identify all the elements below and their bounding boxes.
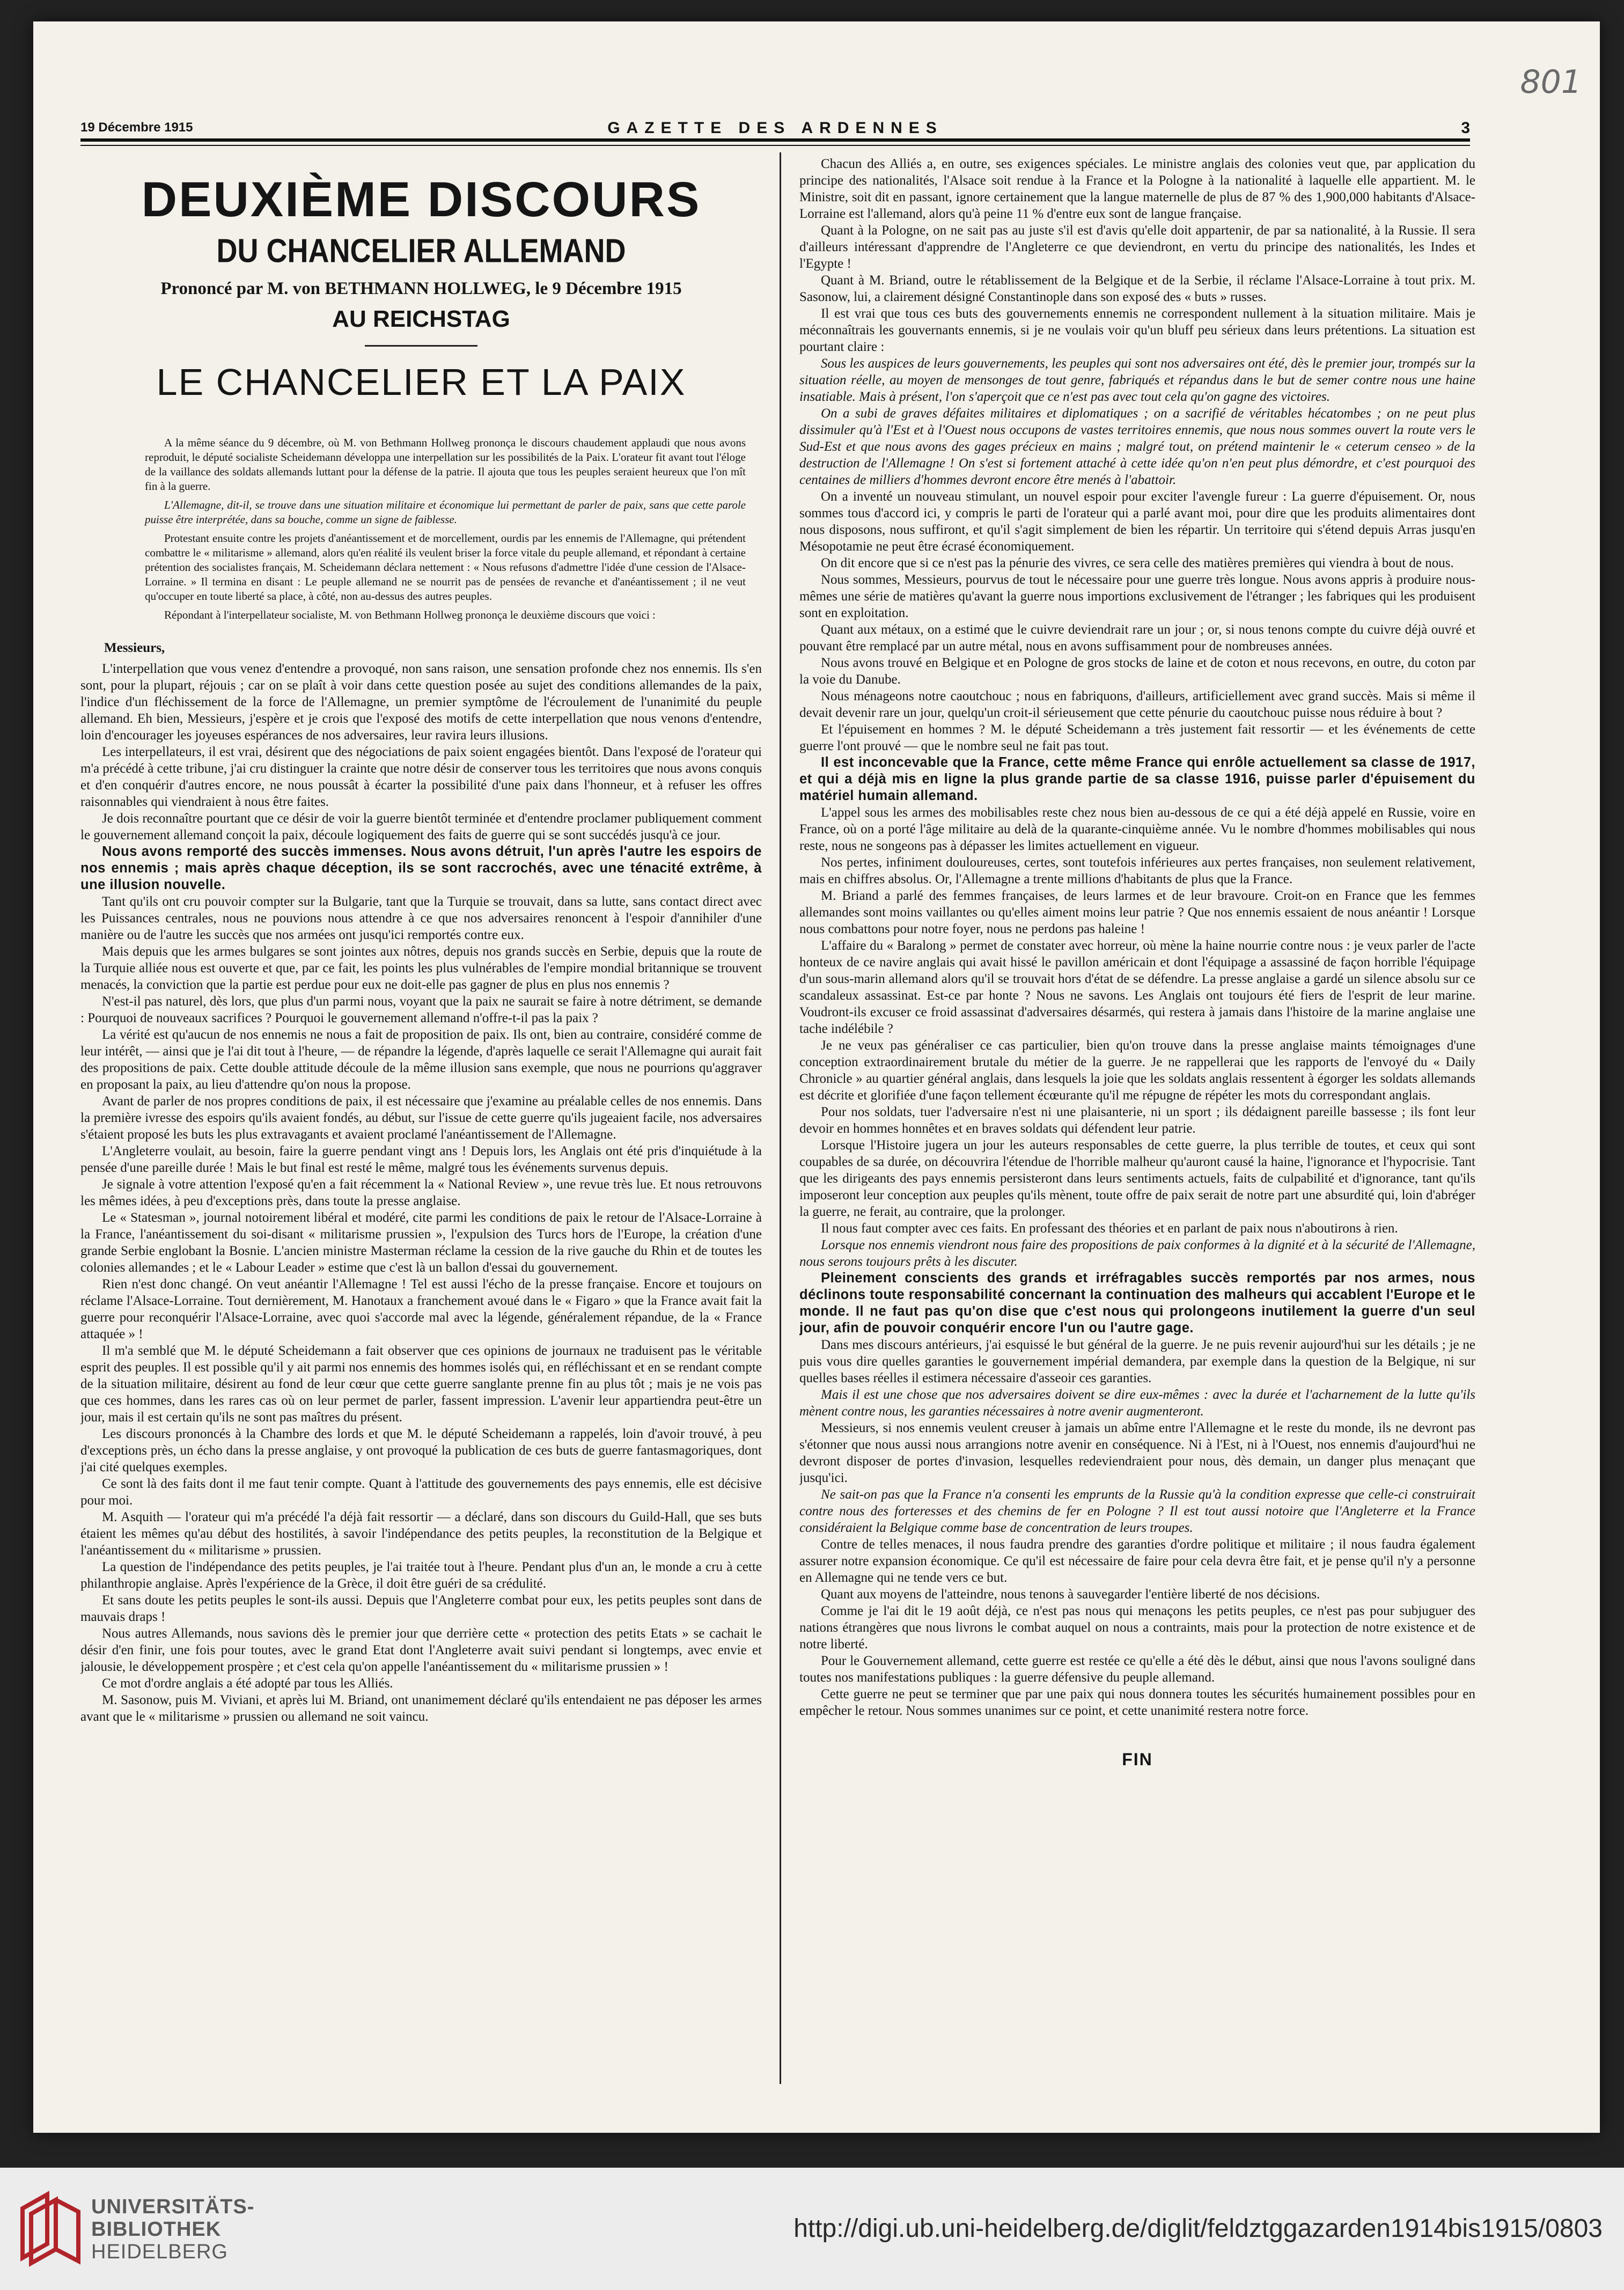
university-library-logo-icon[interactable] [15, 2187, 86, 2267]
body-paragraph: Avant de parler de nos propres conditions de paix, il est nécessaire que j'examine au préalable celles de nos ennemis. Dans la première ivresse des espoirs qu'ils avaient fondés, au début, sur l'issue de cette guerre qu'ils jugeaient facile, nos adversaires s'étaient proposé les buts les plus extravagants et avaient proclamé l'anéantissement de l'Allemagne. [80, 1094, 762, 1142]
body-paragraph: Ce mot d'ordre anglais a été adopté par tous les Alliés. [102, 1676, 393, 1691]
body-paragraph: Et l'épuisement en hommes ? M. le député Scheidemann a très justement fait ressortir — et les événements de cette guerre l'ont prouvé — que le nombre seul ne fait pas tout. [799, 722, 1475, 753]
body-paragraph: Dans mes discours antérieurs, j'ai esquissé le but général de la guerre. Je ne puis revenir aujourd'hui sur les détails ; je ne puis vous dire quelles garanties le gouvernement impérial demandera, par exemple dans la question de la Belgique, ni sur quelles bases réelles il estimera nécessaire d'asseoir ces garanties. [799, 1338, 1475, 1385]
body-paragraph: Il m'a semblé que M. le député Scheidemann a fait observer que ces opinions de journaux ne traduisent pas le véritable esprit des peuples. Il est possible qu'il y ait parmi nos ennemis des hommes isolés qui, en réfléchissant et en se rendant compte de la situation militaire, désirent au fond de leur cœur que cette guerre sanglante prenne fin au plus tôt ; mais je ne vois pas que ces hommes, dans les rares cas où on leur permet de parler, fassent impression. L'avenir leur appartiendra peut-être un jour, mais il est certain qu'ils ne sont pas maîtres du présent. [80, 1344, 762, 1425]
body-paragraph: Il est vrai que tous ces buts des gouvernements ennemis ne correspondent nullement à la situation militaire. Mais je méconnaîtrais les gouvernants ennemis, si je ne voulais voir qu'un bluff peu sérieux dans leurs prétentions. La situation est pourtant claire : [799, 306, 1475, 354]
intro-paragraph: Répondant à l'interpellateur socialiste, M. von Bethmann Hollweg prononça le deuxième discours que voici : [164, 608, 656, 621]
intro-paragraph: L'Allemagne, dit-il, se trouve dans une situation militaire et économique lui permettant de parler de paix, sans que cette parole puisse être interprétée, dans sa bouche, comme un signe de faiblesse. [145, 498, 746, 526]
section-title: LE CHANCELIER ET LA PAIX [156, 361, 686, 403]
running-head-title: GAZETTE DES ARDENNES [607, 119, 943, 137]
body-paragraph: Les discours prononcés à la Chambre des lords et que M. le député Scheidemann a rappelés, loin d'avoir trouvé, à peu d'exceptions près, un écho dans la presse anglaise, y ont provoqué la publication de ces buts de guerre fantasmagoriques, dont j'ai cité quelques exemples. [80, 1427, 762, 1474]
body-paragraph: La question de l'indépendance des petits peuples, je l'ai traitée tout à l'heure. Pendant plus d'un an, le monde a cru à cette philanthropie anglaise. Après l'expérience de la Grèce, il doit être guéri de sa crédulité. [80, 1560, 762, 1591]
intro-block [145, 436, 746, 622]
body-paragraph: Mais depuis que les armes bulgares se sont jointes aux nôtres, depuis nos grands succès en Serbie, depuis que la route de la Turquie alliée nous est ouverte et que, par ce fait, les points les plus vulnérables de l'empire mondial britannique se trouvent menacés, la conviction que la partie est perdue pour eux ne doit-elle pas gagner de plus en plus nos ennemis ? [80, 944, 762, 992]
body-paragraph: L'appel sous les armes des mobilisables reste chez nous bien au-dessous de ce qui a été déjà appelé en Russie, voire en France, où on a porté l'âge militaire au delà de la quarante-cinquième année. Vu le nombre d'hommes mobilisables qui nous reste, nous ne songeons pas à dépasser les limites actuellement en vigueur. [799, 805, 1475, 853]
body-paragraph: M. Sasonow, puis M. Viviani, et après lui M. Briand, ont unanimement déclaré qu'ils entendaient ne pas déposer les armes avant que le « militarisme » prussien ou allemand ne soit vaincu. [80, 1693, 762, 1724]
source-url-link[interactable]: http://digi.ub.uni-heidelberg.de/diglit/feldztggazarden1914bis1915/0803 [793, 2214, 1603, 2243]
body-paragraph: Rien n'est donc changé. On veut anéantir l'Allemagne ! Tel est aussi l'écho de la presse française. Encore et toujours on réclame l'Alsace-Lorraine. Tout dernièrement, M. Hanotaux a franchement avoué dans le « Figaro » que la France avait fait la guerre pour reconquérir l'Alsace-Lorraine, avec quoi s'accorde mal avec la légende, généralement répandue, de la « France attaquée » ! [80, 1277, 762, 1341]
body-paragraph: M. Asquith — l'orateur qui m'a précédé l'a déjà fait ressortir — a déclaré, dans son discours du Guild-Hall, que ses buts étaient les mêmes qu'au début des hostilités, à savoir l'indépendance des petits peuples, la reconstitution de la Belgique et l'anéantissement du « militarisme » prussien. [80, 1510, 762, 1558]
body-paragraph-emphasis: Pleinement conscients des grands et irréfragables succès remportés par nos armes, nous déclinons toute responsabilité concernant la continuation des malheurs qui accablent l'Europe et le monde. Il ne faut pas qu'on dise que c'est nous qui prolongeons inutilement la guerre d'un seul jour, afin de pouvoir conquérir encore l'un ou l'autre gage. [799, 1271, 1475, 1335]
body-paragraph: Nous autres Allemands, nous savions dès le premier jour que derrière cette « protection des petits Etats » se cachait le désir d'en finir, une fois pour toutes, avec le grand Etat dont l'Angleterre avait suivi pendant si longtemps, avec envie et jalousie, le développement prospère ; et c'est cela qu'on appelle l'anéantissement du « militarisme prussien » ! [80, 1626, 762, 1674]
headline-sub: DU CHANCELIER ALLEMAND [216, 232, 626, 270]
header-rule-thin [80, 145, 1470, 146]
body-paragraph: Messieurs, si nos ennemis veulent creuser à jamais un abîme entre l'Allemagne et le reste du monde, ils ne devront pas s'étonner que nous aussi nous arrangions notre avenir en conséquence. Ni à l'Est, ni à l'Ouest, nos ennemis d'aujourd'hui ne devront disposer de portes d'invasion, lesquelles redeviendraient pour nous, dès demain, un danger plus menaçant que jusqu'ici. [799, 1421, 1475, 1485]
body-paragraph: La vérité est qu'aucun de nos ennemis ne nous a fait de proposition de paix. Ils ont, bien au contraire, considéré comme de leur intérêt, — ainsi que je l'ai dit tout à l'heure, — de répandre la légende, d'après laquelle ce serait l'Allemagne qui aurait fait des propositions de paix. Cette double attitude découle de la même illusion sans exemple, que nous ne pourrions qu'aggraver en proposant la paix, au lieu d'attendre qu'on nous la propose. [80, 1027, 762, 1092]
column-divider [780, 152, 781, 2084]
body-paragraph: Nous ménageons notre caoutchouc ; nous en fabriquons, d'ailleurs, artificiellement avec grand succès. Mais si même il devait devenir rare un jour, quelqu'un croit-il sérieusement que cette pénurie du caoutchouc puisse nous réduire à bout ? [799, 689, 1475, 720]
headline-main: DEUXIÈME DISCOURS [141, 172, 701, 227]
body-paragraph: M. Briand a parlé des femmes françaises, de leurs larmes et de leur bravoure. Croit-on en France que les femmes allemandes sont moins vaillantes ou qu'elles aiment moins leur patrie ? Que nos ennemis essaient de nous anéantir ! Lorsque nous combattons pour notre foyer, nous ne perdons pas haleine ! [799, 889, 1475, 936]
running-head-date: 19 Décembre 1915 [80, 120, 193, 135]
running-head-page-number: 3 [1461, 119, 1470, 137]
headline-block [80, 172, 762, 403]
body-paragraph: Je signale à votre attention l'exposé qu'en a fait récemment la « National Review », une revue très lue. Et nous retrouvons les mêmes idées, à peu d'exceptions près, dans toute la presse anglaise. [80, 1177, 762, 1208]
body-paragraph: N'est-il pas naturel, dès lors, que plus d'un parmi nous, voyant que la paix ne saurait se faire à notre détriment, se demande : Pourquoi de nouveaux sacrifices ? Pourquoi le gouvernement allemand n'offre-t-il pas la paix ? [80, 994, 762, 1025]
body-paragraph: Nos pertes, infiniment douloureuses, certes, sont toutefois inférieures aux pertes françaises, non seulement relativement, mais en chiffres absolus. Or, l'Allemagne a trente millions d'habitants de plus que la France. [799, 855, 1475, 886]
body-paragraph: Il nous faut compter avec ces faits. En professant des théories et en parlant de paix nous n'aboutirons à rien. [821, 1221, 1398, 1236]
body-paragraph: Chacun des Alliés a, en outre, ses exigences spéciales. Le ministre anglais des colonies veut que, par application du principe des nationalités, l'Alsace soit rendue à la France et la Pologne à la nationalité à laquelle elle appartient. M. le Ministre, soit dit en passant, ignore certainement que la langue maternelle de plus de 87 % des 1,900,000 habitants d'Alsace-Lorraine est l'allemand, alors qu'à peine 11 % d'entre eux sont de langue française. [799, 157, 1475, 221]
body-paragraph: Ce sont là des faits dont il me faut tenir compte. Quant à l'attitude des gouvernements des pays ennemis, elle est décisive pour moi. [80, 1477, 762, 1508]
salutation: Messieurs, [104, 641, 165, 655]
right-column [799, 156, 1475, 2087]
headline-venue: AU REICHSTAG [332, 306, 510, 332]
body-paragraph-italic: Lorsque nos ennemis viendront nous faire des propositions de paix conformes à la dignité et à la sécurité de l'Allemagne, nous serons toujours prêts à les discuter. [799, 1238, 1475, 1269]
body-paragraph: L'affaire du « Baralong » permet de constater avec horreur, où mène la haine nourrie contre nous : je veux parler de l'acte honteux de ce navire anglais qui avait hissé le pavillon américain et dont l'équipage a assassiné de façon horrible l'équipage d'un sous-marin allemand alors qu'il se trouvait hors d'état de se défendre. La presse anglaise a gardé un silence absolu sur ce scandaleux assassinat. Est-ce par honte ? Nous ne savons. Les Anglais ont toujours été fiers de l'esprit de leur marine. Voudront-ils excuser ce froid assassinat d'adversaires désarmés, qui restera à jamais dans l'histoire de la marine anglaise une tache indélébile ? [799, 938, 1475, 1036]
body-paragraph: Je ne veux pas généraliser ce cas particulier, bien qu'on trouve dans la presse anglaise maints témoignages d'une conception extraordinairement brutale du métier de la guerre. Je ne rappellerai que les rapports de l'envoyé du « Daily Chronicle » au quartier général anglais, dans lesquels la joie que les soldats anglais ressentent à égorger les soldats allemands est décrite et glorifiée d'une façon tellement écœurante qu'il me répugne de répéter les mots du correspondant anglais. [799, 1038, 1475, 1103]
library-footer-bar [0, 2168, 1624, 2290]
intro-paragraph: Protestant ensuite contre les projets d'anéantissement et de morcellement, ourdis par les ennemis de l'Allemagne, qui prétendent combattre le « militarisme » allemand, alors qu'en réalité ils veulent briser la force vitale du peuple allemand, et répondant à certaine prétention des socialistes français, M. Scheidemann déclara nettement : « Nous refusons d'admettre l'idée d'une cession de l'Alsace-Lorraine. » Il termina en disant : Le peuple allemand ne se nourrit pas de pensées de revanche et d'anéantissement ; il ne veut qu'occuper en toute liberté sa place, à côté, non au-dessus des autres peuples. [145, 532, 746, 603]
body-paragraph: L'Angleterre voulait, au besoin, faire la guerre pendant vingt ans ! Depuis lors, les Anglais ont été pris d'inquiétude à la pensée d'une pareille durée ! Mais le but final est resté le même, malgré tous les événements survenus depuis. [80, 1144, 762, 1175]
pencil-folio-number: 801 [1520, 63, 1582, 101]
body-paragraph: Et sans doute les petits peuples le sont-ils aussi. Depuis que l'Angleterre combat pour eux, les petits peuples sont dans de mauvais draps ! [80, 1593, 762, 1624]
library-name-line: BIBLIOTHEK [91, 2218, 222, 2241]
body-paragraph: Lorsque l'Histoire jugera un jour les auteurs responsables de cette guerre, la plus terrible de toutes, et ceux qui sont coupables de sa durée, on découvrira l'étendue de l'horrible malheur qu'auront causé la haine, l'ignorance et l'hypocrisie. Tant que les dirigeants des pays ennemis persisteront dans leurs sentiments actuels, faits de culpabilité et d'ignorance, tant qu'ils imposeront leur conception aux peuples qu'ils mènent, toute offre de paix serait de notre part une absurdité qui, loin d'abréger la guerre, ne ferait, au contraire, que la prolonger. [799, 1138, 1475, 1219]
headline-divider [365, 345, 477, 347]
body-paragraph: On a inventé un nouveau stimulant, un nouvel espoir pour exciter l'avengle fureur : La guerre d'épuisement. Or, nous sommes tous d'accord ici, y compris le parti de l'orateur qui a parlé avant moi, pour dire que les produits alimentaires dont nous disposons, nous suffiront, et qu'il s'agit simplement de bien les répartir. Un territoire qui s'étend depuis Arras jusqu'en Mésopotamie ne peut être écrasé économiquement. [799, 489, 1475, 554]
body-paragraph: L'interpellation que vous venez d'entendre a provoqué, non sans raison, une sensation profonde chez nos ennemis. Ils s'en sont, pour la plupart, réjouis ; car on se plaît à voir dans cette question posée au sujet des conditions allemandes de la paix, l'indice d'un fléchissement de la force de l'Allemagne, un premier symptôme de l'écroulement de l'unanimité du peuple allemand. Eh bien, Messieurs, j'espère et je crois que l'exposé des motifs de cette interpellation que nous venons d'entendre, loin d'encourager les joyeuses espérances de nos adversaires, leur ravira leurs illusions. [80, 662, 762, 743]
body-paragraph: On dit encore que si ce n'est pas la pénurie des vivres, ce sera celle des matières premières qui viendra à bout de nous. [821, 556, 1454, 570]
body-paragraph-italic: Mais il est une chose que nos adversaires doivent se dire eux-mêmes : avec la durée et l'acharnement de la lutte qu'ils mènent contre nous, les garanties nécessaires à notre avenir augmenteront. [799, 1388, 1475, 1419]
body-paragraph-emphasis: Nous avons remporté des succès immenses. Nous avons détruit, l'un après l'autre les espoirs de nos ennemis ; mais après chaque déception, ils se sont raccrochés, avec une ténacité extrême, à une illusion nouvelle. [80, 844, 762, 892]
body-paragraph: Nous avons trouvé en Belgique et en Pologne de gros stocks de laine et de coton et nous recevons, en outre, du coton par la voie du Danube. [799, 656, 1475, 687]
body-paragraph: Pour nos soldats, tuer l'adversaire n'est ni une plaisanterie, ni un sport ; ils dédaignent pareille bassesse ; ils font leur devoir en hommes honnêtes et en braves soldats qui défendent leur patrie. [799, 1105, 1475, 1136]
body-paragraph: Je dois reconnaître pourtant que ce désir de voir la guerre bientôt terminée et d'entendre proclamer publiquement comment le gouvernement allemand conçoit la paix, découle logiquement des faits de guerre qui se sont succédés jusqu'à ce jour. [80, 811, 762, 842]
body-paragraph-italic: Sous les auspices de leurs gouvernements, les peuples qui sont nos adversaires ont été, dès le premier jour, trompés sur la situation réelle, au moyen de mensonges de tout genre, fabriqués et répandus dans le but de semer contre nous une haine insatiable. Mais à présent, l'on s'aperçoit que ce n'est pas avec tout cela qu'on gagne des victoires. [799, 356, 1475, 404]
body-paragraph: Pour le Gouvernement allemand, cette guerre est restée ce qu'elle a été dès le début, ainsi que nous l'avons souligné dans toutes nos manifestations publiques : la guerre défensive du peuple allemand. [799, 1654, 1475, 1685]
body-paragraph: Cette guerre ne peut se terminer que par une paix qui nous donnera toutes les sécurités humainement possibles pour en empêcher le retour. Nous sommes unanimes sur ce point, et cette unanimité restera notre force. [799, 1687, 1475, 1718]
closing-fin: FIN [1122, 1750, 1153, 1769]
intro-paragraph: A la même séance du 9 décembre, où M. von Bethmann Hollweg prononça le discours chaudement applaudi que nous avons reproduit, le député socialiste Scheidemann développa une interpellation sur les possibilités de la Paix. L'orateur fit avant tout l'éloge de la vaillance des soldats allemands luttant pour la défense de la patrie. Il ajouta que tous les peuples seraient heureux que l'on mît fin à la guerre. [145, 436, 746, 493]
body-paragraph: Nous sommes, Messieurs, pourvus de tout le nécessaire pour une guerre très longue. Nous avons appris à produire nous-mêmes une série de matières qu'avant la guerre nous importions exclusivement de l'étranger ; les fabriques qui les produisent sont en exploitation. [799, 572, 1475, 620]
left-column [80, 156, 762, 2087]
body-paragraph-italic: On a subi de graves défaites militaires et diplomatiques ; on a sacrifié de véritables hécatombes ; on ne peut plus dissimuler qu'à l'Est et à l'Ouest nous occupons de vastes territoires ennemis, que nous nous sommes ouvert la route vers le Sud-Est et que nous avons des gages précieux en mains ; malgré tout, on prétend maintenir le « ceterum censeo » de la destruction de l'Allemagne ! On s'est si fortement attaché à cette idée qu'on n'en peut plus démordre, et c'est pourquoi des centaines de milliers d'hommes devront encore être menés à l'abattoir. [799, 406, 1475, 487]
headline-byline: Prononcé par M. von BETHMANN HOLLWEG, le 9 Décembre 1915 [160, 279, 682, 298]
body-paragraph: Comme je l'ai dit le 19 août déjà, ce n'est pas nous qui menaçons les petits peuples, ce n'est pas pour subjuguer des nations étrangères que nous livrons le combat auquel on nous a contraints, mais pour la protection de notre existence et de notre liberté. [799, 1604, 1475, 1652]
body-paragraph: Quant à la Pologne, on ne sait pas au juste s'il est d'avis qu'elle doit appartenir, de par sa nationalité, à la Russie. Il sera d'ailleurs intéressant d'apprendre de l'Angleterre ce que deviendront, en vertu du principe des nationalités, les Indes et l'Egypte ! [799, 223, 1475, 271]
body-paragraph: Quant aux métaux, on a estimé que le cuivre deviendrait rare un jour ; or, si nous tenons compte du cuivre déjà ouvré et pouvant être remplacé par un autre métal, nous en avons suffisamment pour de nombreuses années. [799, 622, 1475, 654]
body-paragraph: Tant qu'ils ont cru pouvoir compter sur la Bulgarie, tant que la Turquie se trouvait, dans sa lutte, sans contact direct avec les Puissances centrales, nous ne pouvions nous attendre à ce que nos adversaires renoncent à l'espoir d'annihiler d'une manière ou de l'autre les succès que nos armées ont jusqu'ici remportés contre eux. [80, 894, 762, 942]
library-name-line: HEIDELBERG [91, 2241, 228, 2263]
body-paragraph: Le « Statesman », journal notoirement libéral et modéré, cite parmi les conditions de paix le retour de l'Alsace-Lorraine à la France, l'anéantissement du soi-disant « militarisme prussien », l'expulsion des Turcs hors de l'Europe, la création d'une grande Serbie englobant la Bosnie. L'ancien ministre Masterman réclame la cession de la rive gauche du Rhin et de toutes les colonies allemandes ; et le « Labour Leader » estime que c'est là un ballon d'essai du gouvernement. [80, 1210, 762, 1275]
header-rule-thick [80, 138, 1470, 142]
body-paragraph: Quant à M. Briand, outre le rétablissement de la Belgique et de la Serbie, il réclame l'Alsace-Lorraine à tout prix. M. Sasonow, lui, a clairement désigné Constantinople dans son exposé des « buts » russes. [799, 273, 1475, 304]
library-name-line: UNIVERSITÄTS- [91, 2196, 255, 2218]
library-name [91, 2196, 254, 2263]
body-paragraph-italic: Ne sait-on pas que la France n'a consenti les emprunts de la Russie qu'à la condition expresse que celle-ci construirait contre nous des forteresses et des chemins de fer en Pologne ? Il est tout aussi notoire que l'Angleterre et la France considéraient la Belgique comme base de concentration de leurs troupes. [799, 1487, 1475, 1535]
body-paragraph-emphasis: Il est inconcevable que la France, cette même France qui enrôle actuellement sa classe de 1917, et qui a déjà mis en ligne la plus grande partie de sa classe 1916, puisse parler d'épuisement du matériel humain allemand. [799, 755, 1475, 803]
body-paragraph: Contre de telles menaces, il nous faudra prendre des garanties d'ordre politique et militaire ; il nous faudra également assurer notre expansion économique. Ce qu'il est nécessaire de faire pour cela devra être fait, et je pense qu'il n'y a personne en Allemagne qui ne tende vers ce but. [799, 1537, 1475, 1585]
body-paragraph: Quant aux moyens de l'atteindre, nous tenons à sauvegarder l'entière liberté de nos décisions. [821, 1587, 1320, 1602]
body-paragraph: Les interpellateurs, il est vrai, désirent que des négociations de paix soient engagées bientôt. Dans l'exposé de l'orateur qui m'a précédé à cette tribune, j'ai cru distinguer la crainte que notre désir de conserver tous les territoires que nous avons conquis et d'en conquérir d'autres encore, ne nous poussât à écarter la possibilité d'une paix dans l'honneur, et à refuser les offres raisonnables qui viendraient à nous être faites. [80, 745, 762, 809]
